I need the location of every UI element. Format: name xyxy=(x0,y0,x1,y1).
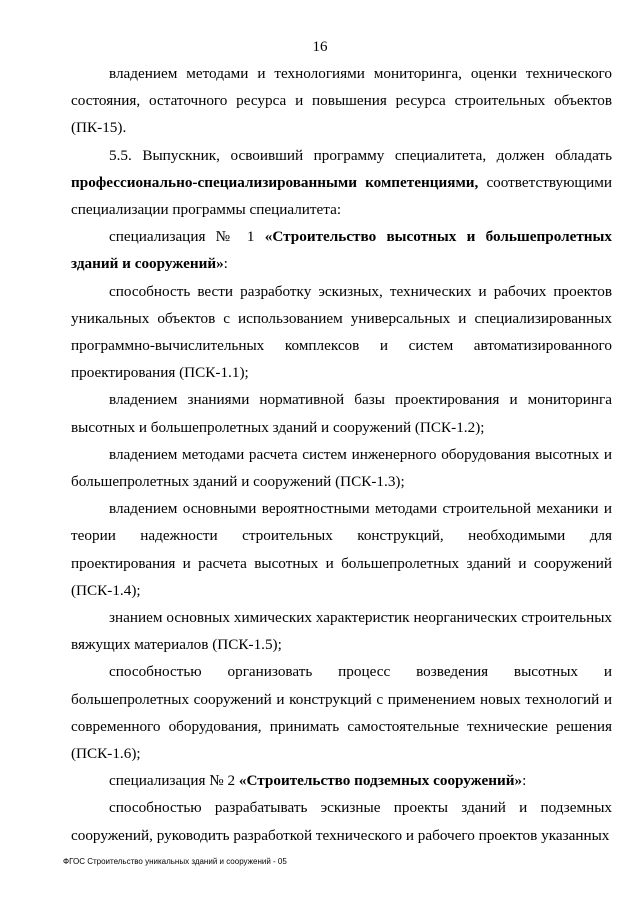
paragraph-text: владением методами расчета систем инженерного оборудования высотных и большепролетных зданий и сооружений (ПСК-1.3); xyxy=(71,445,612,491)
paragraph-text: соответствующими специализации программы специалитета: xyxy=(71,173,612,219)
paragraph-text: специализация № 1 xyxy=(109,228,265,246)
paragraph xyxy=(71,60,612,142)
paragraph xyxy=(71,604,612,658)
paragraph-text: : xyxy=(223,255,228,273)
paragraph-text: владением основными вероятностными методами строительной механики и теории надежности строительных конструкций, необходимыми для проектирования и расчета высотных и большепролетных зданий и сооружений (ПСК-1.4); xyxy=(71,500,612,599)
paragraph xyxy=(71,767,612,794)
paragraph-text: специализация № 2 xyxy=(109,772,239,790)
paragraph xyxy=(71,142,612,224)
paragraph xyxy=(71,278,612,387)
paragraph-text: знанием основных химических характеристик неорганических строительных вяжущих материалов (ПСК-1.5); xyxy=(71,609,612,654)
bold-text: «Строительство высотных и большепролетных зданий и сооружений» xyxy=(71,228,613,273)
paragraph xyxy=(71,794,612,848)
paragraph-text: способностью разрабатывать эскизные проекты зданий и подземных сооружений, руководить разработкой технического и рабочего проектов указанных xyxy=(71,799,612,844)
paragraph-text: владением знаниями нормативной базы проектирования и мониторинга высотных и большепролетных зданий и сооружений (ПСК-1.2); xyxy=(71,391,612,436)
paragraph-text: способностью организовать процесс возведения высотных и большепролетных сооружений и конструкций с применением новых технологий и современного оборудования, принимать самостоятельные технические решения (ПСК-1.6); xyxy=(71,663,612,763)
paragraph xyxy=(71,441,612,495)
paragraph-text: 5.5. Выпускник, освоивший программу специалитета, должен обладать xyxy=(109,146,612,164)
bold-text: профессионально-специализированными компетенциями, xyxy=(71,173,479,191)
paragraph xyxy=(71,658,612,767)
document-body xyxy=(71,60,612,849)
paragraph xyxy=(71,386,612,440)
page-number: 16 xyxy=(312,39,328,55)
paragraph xyxy=(71,495,612,604)
paragraph-text: владением методами и технологиями мониторинга, оценки технического состояния, остаточного ресурса и повышения ресурса строительных объектов (ПК-15). xyxy=(71,65,612,137)
bold-text: «Строительство подземных сооружений» xyxy=(238,772,523,790)
page-footer: ФГОС Строительство уникальных зданий и сооружений - 05 xyxy=(63,857,287,866)
paragraph-text: : xyxy=(522,772,527,790)
paragraph xyxy=(71,223,612,277)
paragraph-text: способность вести разработку эскизных, технических и рабочих проектов уникальных объектов с использованием универсальных и специализированных программно-вычислительных комплексов и систем автоматизированного проектирования (ПСК-1.1); xyxy=(71,282,612,382)
